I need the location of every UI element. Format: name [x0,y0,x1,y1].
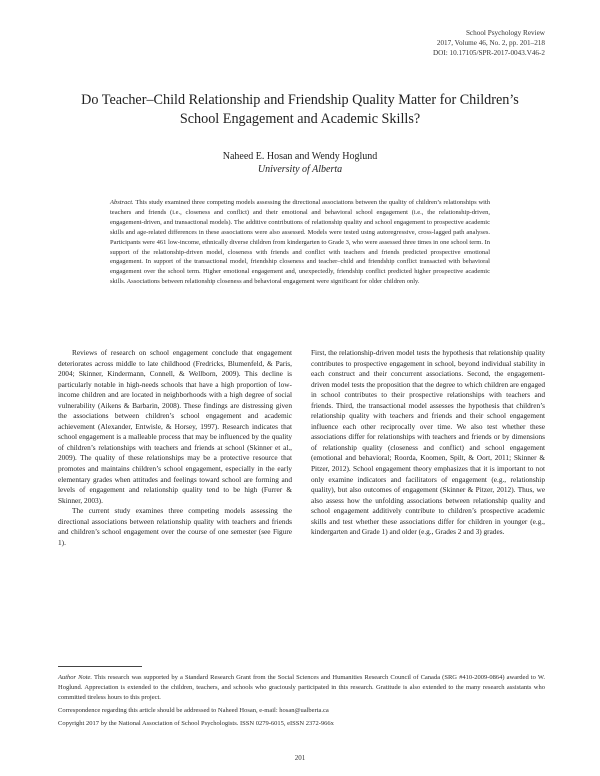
correspondence-note: Correspondence regarding this article should be addressed to Naheed Hosan, e-mail: hosan@ualberta.ca [58,706,329,714]
abstract-text: This study examined three competing models assessing the directional associations between the quality of children’s relationships with teachers and friends (i.e., closeness and conflict) and their emotional and behavioral school engagement (i.e., the relationship-driven, engagement-driven, and transactional models). The additive contributions of relationship quality and school engagement to prospective academic skills and age-related differences in these associations were also assessed. Models were tested using autoregressive, cross-lagged path analyses. Participants were 461 low-income, ethnically diverse children from kindergarten to Grade 3, who were assessed three times in one school term. In support of the relationship-driven model, closeness with friends and conflict with teachers and friends predicted prospective emotional engagement. In support of the transactional model, friendship closeness and teacher–child and friendship conflict transacted with behavioral engagement over the school term. Higher emotional engagement and, unexpectedly, friendship conflict predicted higher prospective academic skills. Associations between relationship closeness and behavioral engagement were significant for older children only. [110,199,491,286]
journal-doi: DOI: 10.17105/SPR-2017-0043.V46-2 [432,49,545,57]
author-note-text: This research was supported by a Standard Research Grant from the Social Sciences and Humanities Research Council of Canada (SRG #410-2009-0864) awarded to W. Hoglund. Appreciation is extended to the children, teachers, and schools who graciously participated in this research. Gratitude is also extended to the many research assistants who committed tireless hours to this project. [58,674,545,701]
journal-name: School Psychology Review [465,29,545,37]
footnotes [58,673,545,732]
footnote-divider [58,666,142,667]
journal-header [433,28,545,58]
abstract [110,198,490,287]
body-paragraph: The current study examines three competing models assessing the directional associations between relationship quality with teachers and friends and children’s school engagement over the course of one semester (see Figure 1). [58,506,292,547]
author-affiliation: University of Alberta [257,164,343,175]
article-title [55,91,545,128]
article-title-line-2: School Engagement and Academic Skills? [179,110,421,127]
body-paragraph: First, the relationship-driven model tests the hypothesis that relationship quality contributes to prospective engagement in school, beyond individual stability in each construct and their concurrent associations. Second, the engagement-driven model tests the proposition that the degree to which children are engaged in school contributes to their prospective relationships with teachers and friends. Third, the transactional model assesses the hypothesis that children’s relationship quality with teachers and friends and their school engagement influence each other reciprocally over time. We also test whether these associations differ for relationships with teachers and friends or by dimensions of relationship quality (closeness and conflict) and school engagement (emotional and behavioral; Roorda, Koomen, Spilt, & Oort, 2011; Skinner & Pitzer, 2012). School engagement theory emphasizes that it is important to not only examine indicators and facilitators of engagement (e.g., relationship quality), but also outcomes of engagement (Skinner & Pitzer, 2012). Thus, we also assess how the unfolding associations between relationship quality and school engagement additively contribute to children’s prospective academic skills and test whether these associations differ for children in younger (e.g., kindergarten and Grade 1) and older (e.g., Grades 2 and 3) grades. [311,348,545,537]
body-column-left [58,348,292,548]
journal-issue: 2017, Volume 46, No. 2, pp. 201–218 [436,39,545,47]
abstract-label: Abstract. [110,199,134,206]
author-block [55,150,545,176]
author-note [58,673,545,703]
body-paragraph: Reviews of research on school engagement conclude that engagement deteriorates across middle to late childhood (Fredricks, Blumenfeld, & Paris, 2004; Skinner, Kindermann, Connell, & Wellborn, 2009). This decline is particularly notable in high-needs schools that have a high proportion of low-income children and are located in neighborhoods with a high degree of social vulnerability (Aikens & Barbarin, 2008). These findings are distressing given the associations between children’s school engagement and academic achievement (Alexander, Entwisle, & Horsey, 1997). Research indicates that school engagement is a malleable process that may be influenced by the quality of children’s relationships with teachers and friends at school (Skinner et al., 2009). The quality of these relationships may be a protective resource that promotes and maintains children’s school engagement, especially in the early elementary grades when attitudes and feelings toward school are forming and levels of engagement and relationship quality tend to be high (Furrer & Skinner, 2003). [58,348,292,505]
author-names: Naheed E. Hosan and Wendy Hoglund [222,151,378,162]
author-note-label: Author Note. [58,674,93,681]
copyright-note: Copyright 2017 by the National Association of School Psychologists. ISSN 0279-6015, eISSN 2372-966x [58,719,334,727]
page-number: 201 [294,754,306,762]
article-title-line-1: Do Teacher–Child Relationship and Friendship Quality Matter for Children’s [81,92,519,108]
body-column-right [311,348,545,538]
